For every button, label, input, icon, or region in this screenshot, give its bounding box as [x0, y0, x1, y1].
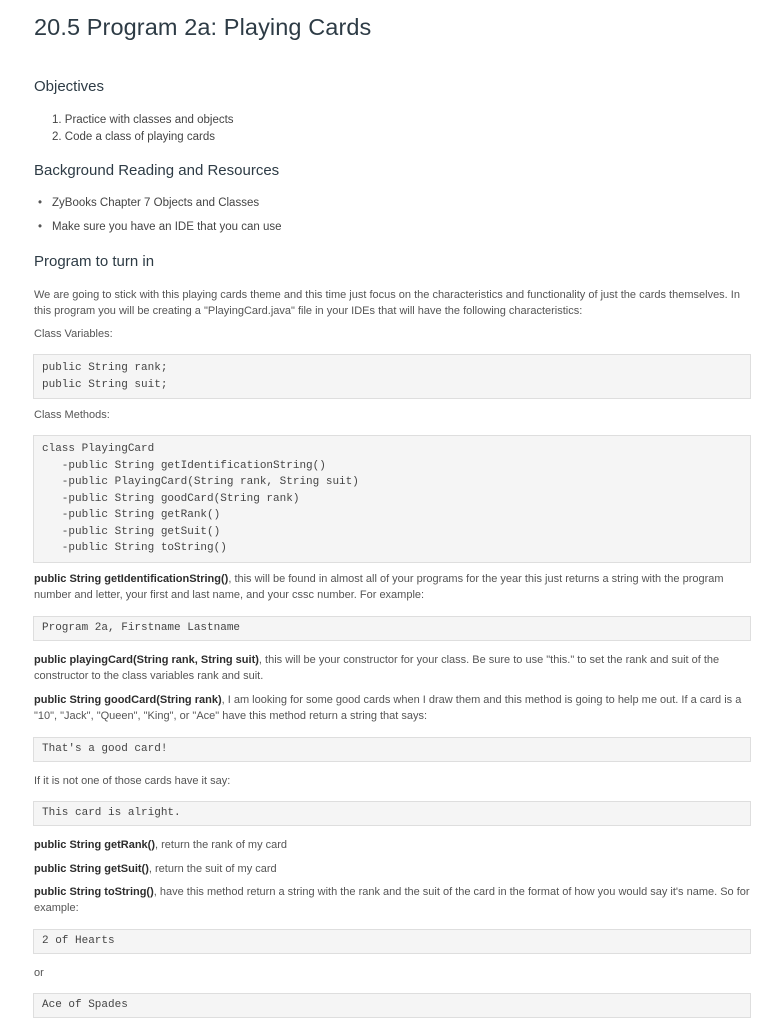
code-line: -public String goodCard(String rank)	[42, 492, 300, 505]
background-list	[38, 196, 282, 244]
code-line: That's a good card!	[42, 743, 168, 755]
to-string-example-2	[33, 993, 751, 1018]
otherwise-label: If it is not one of those cards have it say:	[34, 775, 231, 787]
get-id-example	[33, 616, 751, 641]
code-line: -public PlayingCard(String rank, String suit)	[42, 476, 359, 488]
constructor-description	[34, 652, 752, 684]
code-line: class PlayingCard	[42, 443, 155, 455]
class-variables-code	[33, 354, 751, 399]
code-line: -public String getSuit()	[42, 525, 221, 538]
get-suit-description	[34, 861, 752, 877]
program-heading: Program to turn in	[34, 253, 155, 270]
or-label: or	[34, 967, 44, 979]
good-card-example	[33, 737, 751, 762]
objectives-heading: Objectives	[34, 78, 105, 95]
code-line: Ace of Spades	[42, 999, 128, 1011]
get-id-description	[34, 571, 752, 603]
code-line: -public String getRank()	[42, 509, 221, 521]
method-signature: public String goodCard(String rank)	[34, 694, 222, 706]
list-item: 2. Code a class of playing cards	[52, 130, 216, 143]
method-signature: public String getSuit()	[34, 863, 149, 875]
class-variables-label: Class Variables:	[34, 328, 113, 340]
program-intro: We are going to stick with this playing cards theme and this time just focus on the characteristics and functionality of just the cards themselves. In this program you will be creating a "PlayingCard.java" file in your IDEs that will have the following characteristics:	[34, 289, 740, 317]
get-rank-description	[34, 837, 752, 853]
list-item: 1. Practice with classes and objects	[52, 114, 234, 126]
method-signature: public String getIdentificationString()	[34, 573, 229, 585]
code-line: Program 2a, Firstname Lastname	[42, 622, 241, 634]
method-text: , this will be found in almost all of your programs for the year this just returns a string with the program number and letter, your first and last name, and your cssc number. For example:	[34, 573, 724, 601]
to-string-description	[34, 884, 752, 916]
list-item	[38, 196, 282, 220]
list-item	[38, 220, 282, 244]
good-card-description	[34, 692, 752, 724]
alright-example	[33, 801, 751, 826]
background-heading: Background Reading and Resources	[34, 162, 280, 179]
code-line: This card is alright.	[42, 807, 181, 819]
bullet-icon: •	[38, 197, 43, 209]
code-line: 2 of Hearts	[42, 935, 115, 947]
method-signature: public String getRank()	[34, 839, 155, 851]
class-methods-code	[33, 435, 751, 563]
objectives-list	[52, 112, 234, 145]
method-signature: public String toString()	[34, 886, 154, 898]
bullet-icon: •	[38, 221, 43, 233]
code-line: public String suit;	[42, 378, 168, 391]
method-text: , return the suit of my card	[148, 863, 277, 875]
code-line: -public String getIdentificationString()	[42, 459, 326, 472]
list-item-label: Make sure you have an IDE that you can use	[52, 221, 282, 233]
list-item-label: ZyBooks Chapter 7 Objects and Classes	[52, 197, 260, 209]
code-line: -public String toString()	[42, 542, 227, 554]
method-text: , have this method return a string with the rank and the suit of the card in the format of how you would say it's name. So for example:	[34, 886, 750, 914]
class-methods-label: Class Methods:	[34, 409, 110, 421]
method-text: , return the rank of my card	[155, 839, 288, 851]
method-text: , I am looking for some good cards when I draw them and this method is going to help me out. If a card is a "10", "Jack", "Queen", "King", or "Ace" have this method return a string that says:	[34, 694, 742, 722]
code-line: public String rank;	[42, 362, 168, 374]
page-title: 20.5 Program 2a: Playing Cards	[34, 14, 372, 40]
method-signature: public playingCard(String rank, String suit)	[34, 654, 259, 666]
method-text: , this will be your constructor for your class. Be sure to use "this." to set the rank and suit of the constructor to the class variables rank and suit.	[34, 654, 720, 682]
to-string-example-1	[33, 929, 751, 954]
